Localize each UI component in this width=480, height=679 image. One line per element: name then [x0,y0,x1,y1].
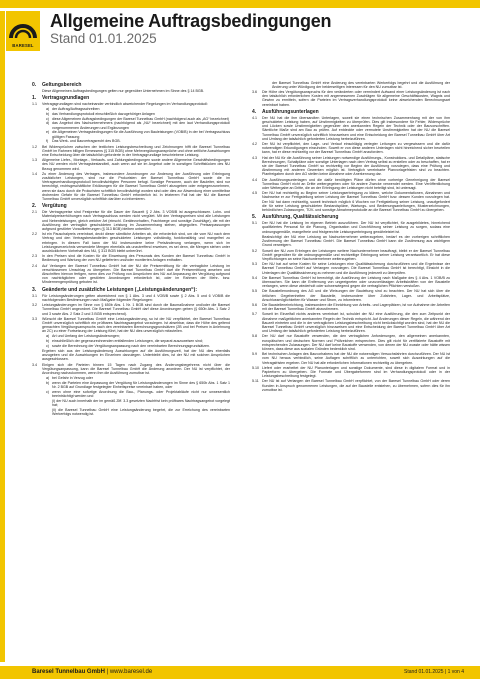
clause-number: 3.3 [32,316,37,321]
clause-number: 2.3 [32,254,37,259]
list-item-label: a) [46,334,50,339]
list-item [32,130,230,138]
list-item-text: das Angebot des Nachunternehmers (nachfolgend als „NU“ bezeichnet) mit den laut Verhandlungsprotokoll vorgenommenen Änderungen und Ergänzungen [52,121,230,130]
list-item [32,399,230,407]
list-item-label: b) [46,338,50,343]
clause-text: Der NU hat rechtzeitig zu Beginn seiner Leistungserbringung zu klären, welche Dokumentationen, Abnahmen und Nachweise er zur Fertigstellung seiner Leistung der Baresel Tunnelbau GmbH bzw. dessen Kunden vorzulegen hat. Der NU hat dann rechtzeitig, soweit technisch möglich 6 Wochen vor Fertigstellung seiner Leistung, unaufgefordert die für seine Leistung geschuldeten Bestandspläne, Wartungs- und Bedienungsanleitungen, Musterzeichnungen, behördlichen Zulassungen, TÜV- und sonstige Abnahmeprotokolle an die Baresel Tunnelbau GmbH zu übergeben. [262,191,450,213]
list-item-text: sowie die Berechnung der Vergütungsanpassung nach den vereinbarten Berechnungsgrundsätzen. [52,343,211,348]
clause-number: 1.3 [32,158,37,163]
list-item-text: Art und Umfang der Leistungsänderungen; [52,334,120,339]
clause-text: Der NU hat die Leistung im eigenen Betrieb auszuführen. Der NU ist verpflichtet, für ausgebildetes, hinreichend qualifiziertes Personal für die Planung, Organisation und Durchführung seiner Leistung zu sorgen, sodass eine ordnungsgemäße, mangelfreie und fristgerechte Leistungserbringung gewährleistet ist. [262,221,450,234]
clause-paragraph [32,254,230,262]
clause-number: 4.2 [252,142,257,147]
clause-number: 4.4 [252,177,257,182]
list-item [32,339,230,343]
list-item [32,381,230,389]
clause-text: Hat der NU für die Ausführung seiner Leistungen notwendige Ausführungs-, Konstruktions- und Detailpläne, statische Berechnungen, Schaltpläne oder sonstige Unterlagen nach dem Vertrag selbst zu erstellen oder zu beschaffen, hat er sie der Baresel Tunnelbau GmbH so rechtzeitig vor Beginn der Ausführung vorzulegen, dass eine Prüfung und Abstimmung mit anderen Gewerken möglich ist. Vertraglich vereinbarte Planvorlagefristen sind zu beachten. Planfreigaben durch den AG stellen keine Abnahme oder Anerkennung dar. [262,155,450,177]
clause-text: Die Baustellenordnung des AG und die Weisungen der Bauleitung sind zu beachten. Der NU hat sich über die örtlichen Gegebenheiten der Baustelle, insbesondere über Zufahrten, Lager- und Arbeitsplätze, Anschlussmöglichkeiten für Wasser und Strom, zu informieren. [262,289,450,302]
footer-company-name: Baresel Tunnelbau GmbH [32,669,105,675]
list-item [32,376,230,380]
clause-text: Der NU ist auf Verlangen der Baresel Tunnelbau GmbH verpflichtet, von der Baresel Tunnelbau GmbH oder deren Kunden in Anspruch genommenen Leistungen, die auf der Baustelle entstehen, zu übernehmen, sofern dies für ihn zumutbar ist. [262,379,450,392]
list-item-label: e) [46,130,50,135]
clause-paragraph [252,178,450,191]
list-item-text: der Auftrag/Auftragsschreiben [52,107,100,111]
clause-text: Ergeben sich aus der Leistungsänderung Auswirkungen auf die Ausführungszeit, hat der NU dies ebenfalls anzugeben und die Auswirkungen im Einzelnen darzulegen. Unterbleibt dies, ist der NU mit solchen Ansprüchen ausgeschlossen. [42,348,230,362]
top-brand-bar [0,0,480,8]
list-item-text: die Allgemeinen Vertragsbedingungen für die Ausführung von Bauleistungen (VOB/B) in der bei Vertragsschluss gültigen Fassung [52,130,230,139]
clause-paragraph [252,156,450,177]
section-number: 3. [32,286,37,293]
section-number: 5. [252,214,257,221]
clause-paragraph [252,303,450,311]
list-item-text: der Baresel Tunnelbau GmbH eine Änderung des vereinbarten Werkerfolgs begehrt und die Ausführung der Änderung unter Würdigung der beiderseitigen Interessen für den NU zumutbar ist. [272,80,450,89]
footer-bar [0,666,480,679]
clause-number: 1.1 [32,102,37,107]
clause-text: Soweit der NU zum Erbringen der Leistungen weitere Nachunternehmer beauftragt, bleibt er der Baresel Tunnelbau GmbH gegenüber für die ordnungsgemäße und rechtzeitige Erbringung seiner Leistung verantwortlich. Er hat diese Verpflichtungen an seine Nachunternehmer weiterzugeben. [262,248,450,261]
clause-paragraph [252,366,450,379]
section-heading [252,214,450,220]
clause-text: Einigen sich die Parteien binnen 15 Tagen nach Zugang des Änderungsbegehrens nicht über die Vergütungsanpassung, kann die Baresel Tunnelbau GmbH die Änderung anordnen. Der NU ist verpflichtet, der Anordnung nachzukommen, wenn ihm die Ausführung zumutbar ist. [42,362,230,375]
list-item [32,408,230,416]
list-item-label: c) [46,343,49,348]
clause-number: 1.2 [32,144,37,149]
section-heading [252,109,450,115]
clause-paragraph [32,349,230,362]
section-title: Geänderte und zusätzliche Leistungen („Leistungsänderungen“): [42,286,198,293]
section-number: 2. [32,203,37,210]
clause-text: Der NU darf nur Baustoffe verwenden, die den vertraglichen Anforderungen, den allgemeinen anerkannten, europäischen und deutschen Normen und Prüfzeichen entsprechen. Dies gilt nicht für zertifizierte Baustoffe mit entsprechenden Zulassungen. Der NU darf keine Baustoffe verwenden, von denen der NU wusste oder hätte wissen können, dass diese aus sozialen Gründen bedenklich sind. [262,334,450,351]
clause-number: 2.1 [32,210,37,215]
company-logo [6,11,40,51]
clause-number: 3.1 [32,293,37,298]
clause-paragraph [252,379,450,392]
section-title: Ausführung, Qualitätssicherung [262,214,339,221]
list-item-label: d) [46,121,50,126]
clause-text: Leistungsänderungen im Sinne von § 650b Abs. 1 Nr. 1 BGB sind durch die Baumaßnahme und/oder die Baresel Tunnelbau GmbH angeordnet. Die Baresel Tunnelbau GmbH darf diese Anordnungen geben (§ 650b Abs. 1 Satz 2 und 3 sowie Abs. 2 Satz 2 und 3 BGB entsprechend). [42,303,230,316]
clause-number: 5.3 [252,262,257,267]
footer-company [32,669,152,675]
page-subtitle: Stand 01.01.2025 [50,31,157,46]
page-title: Allgemeine Auftragsbedingungen [50,11,332,31]
list-item [32,334,230,338]
clause-number: 5.7 [252,312,257,317]
left-text-column [32,80,230,650]
footer-separator: | [106,669,109,675]
list-item-label: c) [46,389,49,394]
clause-paragraph [32,264,230,285]
clause-paragraph [252,142,450,155]
clause-number: 5.11 [252,379,259,384]
clause-paragraph [32,210,230,231]
clause-text: Der NU hat auf seine Kosten für seine Leistungen eine Qualitätssicherung durchzuführen und die Ergebnisse der Baresel Tunnelbau GmbH auf Verlangen vorzulegen. Die Baresel Tunnelbau GmbH ist berechtigt, Einsicht in die Unterlagen der Qualitätssicherung zu nehmen und die Ausführung jederzeit zu überprüfen. [262,262,450,275]
clause-number: 5.1 [252,221,257,226]
clause-paragraph [32,158,230,171]
list-item-text: das Verhandlungsprotokoll einschließlich dazugehöriger Anlagen [52,111,155,116]
section-heading [32,203,230,209]
list-item-label: a) [46,107,50,111]
clause-number: 5.9 [252,352,257,357]
list-item-text: (ii) die Baresel Tunnelbau GmbH eine Leistungsänderung begehrt, die zur Erreichung des vereinbarten Werkerfolgs notwendig ist. [52,407,230,416]
clause-number: 3.4 [32,362,37,367]
list-item [32,390,230,398]
right-text-column [252,80,450,650]
section-title: Ausführungsunterlagen [262,108,319,115]
list-item-label: f) [46,139,49,144]
section-heading [32,95,230,101]
clause-text: Liefert oder erarbeitet der NU Planunterlagen und sonstige Dokumente, sind diese in digitalem Format und in Papierform zu übergeben. Die Formate und Übergabeformen sind im Verhandlungsprotokoll oder in der Leistungsbeschreibung festgelegt. [262,365,450,379]
clause-text: Ist ein Pauschalpreis vereinbart, deckt dieser sämtliche Arbeiten ab, die erforderlich sind, um die vom NU nach dem Vertrag und den Vertragsbestandteilen geschuldeten Leistungen vollständig, funktionsfähig und mangelfrei zu erbringen. In diesem Fall kann der NU insbesondere keine Preisänderung verlangen, wenn sich im Leistungsverzeichnis verwendete Mengen ebenfalls als unzutreffend erweisen, es sei denn, die Mengen stehen unter ausdrücklichem Vorbehalt des NU, § 313 BGB bleibt unberührt. [42,232,230,254]
clause-text: In den Preisen sind die Kosten für die Einweisung des Personals des Kunden der Baresel Tunnelbau GmbH in Bedienung und Wartung der vom NU gelieferten und/oder montierten Anlagen enthalten. [42,254,230,263]
clause-text: Die Ausführungsunterlagen und die dafür benötigten Pläne dürfen ohne vorherige Genehmigung der Baresel Tunnelbau GmbH nicht an Dritte weitergegeben oder für andere Zwecke verwendet werden. Eine Veröffentlichung oder Weitergabe an Dritte, die an der Erbringung der Leistungen nicht beteiligt sind, ist untersagt. [262,177,450,191]
clause-number [32,349,42,362]
clause-number: 5.4 [252,275,257,280]
list-item [32,121,230,129]
list-item [32,344,230,348]
clause-text: Die Vertragspreise sind Festpreise für die Dauer der Bauzeit § 2 Abs. 3 VOB/B ist ausgeschlossen. Lohn- und Materialpreiserhöhungen nach Vertragsschluss werden nicht vergütet. Mit den Vertragspreisen sind alle Leistungen und Nebenleistungen, gleich welcher Art (einschl. Gerätevorhalten, Frachtwege und sonstige Zuschläge), die mit der Ausführung der vertraglich geschuldeten Leistung im Zusammenhang stehen, abgegolten. Preisanpassungen aufgrund gestörter Vorauflieferungen (§ 313 BGB) bleiben unberührt. [42,210,230,232]
clause-paragraph [252,352,450,365]
clause-number: 4.1 [252,115,257,120]
clause-number: 5.6 [252,302,257,307]
list-item-text: bei Gefahr in Verzug oder [52,375,93,380]
section-title: Vergütung [42,203,67,210]
clause-paragraph [252,191,450,212]
logo-text: BARESEL [12,43,34,48]
clause-number: 2.4 [32,263,37,268]
clause-paragraph [32,145,230,158]
clause-number: 1.4 [32,171,37,176]
list-item-text: (i) der NU auch innerhalb der im gemäß Ziff. 3.3 gesetzten Nachfrist kein prüfbares Nachtragsangebot vorgelegt hat; [52,398,230,407]
clause-paragraph [252,249,450,262]
logo-tunnel-icon [6,11,40,41]
clause-text: Der NU hat die ihm übersandten Unterlagen, soweit sie einen technischen Zusammenhang mit der von ihm geschuldeten Leistung haben, auf Unstimmigkeiten zu überprüfen. Dies gilt insbesondere für Fehler, Widersprüche und Lücken sowie Unstimmigkeiten gegenüber den anerkannten Regeln der Technik oder der Bauvorschriften. Sämtliche Maße sind am Bau zu prüfen. Auf entdeckte oder vermutete Unstimmigkeiten hat der NU die Baresel Tunnelbau GmbH unverzüglich schriftlich hinzuweisen und eine Entscheidung der Baresel Tunnelbau GmbH über Art und Umfang der tatsächlich geforderten Leistung herbeizuführen. [262,115,450,141]
section-number: 1. [32,95,37,102]
clause-number: 3.2 [32,303,37,308]
left-brand-strip [0,11,5,662]
list-item-text: Das Werk- und Bauvertragsrecht des BGB. [52,139,121,144]
clause-paragraph [252,276,450,289]
clause-paragraph [252,334,450,351]
section-number: 4. [252,108,257,115]
clause-text: Wünscht die Baresel Tunnelbau GmbH eine Leistungsänderung, so ist der NU verpflichtet, der Baresel Tunnelbau GmbH unverzüglich schriftlich ein prüfbares Nachtragsangebot vorzulegen. Ist absehbar, dass die Höhe des geltend gemachten Vergütungsanspruchs nach den vereinbarten Berechnungsgrundsätzen (2B und bei Preisen in Anlehnung an 2C) zu einer Fortsetzung der Leistung führt, hat der NU dies unverzüglich mitzuteilen. [42,316,230,334]
clause-number [32,89,42,93]
clause-text: Soweit im Einzelfall nichts anderes vereinbart ist, schuldet der NU eine Ausführung, die den zum Zeitpunkt der Abnahme maßgeblichen anerkannten Regeln der Technik entspricht. Auf Änderungen dieser Regeln, die während der Bauzeit eintreten und die in der vertraglichen Leistungsbeschreibung nicht berücksichtigt worden sind, hat der NU die Baresel Tunnelbau GmbH unverzüglich hinzuweisen und eine Entscheidung der Baresel Tunnelbau GmbH über Art und Umfang der tatsächlich geforderten Leistung herbeizuführen. [262,312,450,334]
list-item-text: diese Allgemeinen Auftragsbedingungen der Baresel Tunnelbau GmbH (nachfolgend auch als „AG“ bezeichnet) [52,116,230,121]
clause-text: Allgemeine Liefer-, Montage-, Verkaufs- und Zahlungsbedingungen sowie andere Allgemeine Geschäftsbedingungen des NU werden nicht Vertragsbestandteil, auch wenn auf sie im Angebot oder in sonstigen Schriftstücken des NU Bezug genommen wird. [42,158,230,171]
clause-paragraph [32,303,230,316]
list-item-text: einschließlich der gegenzurechnenden entfallenden Leistungen, die separat auszuweisen sind; [52,338,203,343]
list-item-label: a) [46,375,50,380]
clause-text: Beabsichtigt der NU eine Leistung an Nachunternehmer weiterzugeben, bedarf es der vorherigen schriftlichen Zustimmung der Baresel Tunnelbau GmbH. Die Baresel Tunnelbau GmbH kann die Zustimmung aus wichtigem Grund verweigern. [262,234,450,248]
footer-page-info: Stand 01.01.2025 | 1 von 4 [404,669,464,675]
clause-paragraph [252,90,450,107]
clause-number: 4.5 [252,191,257,196]
clause-text: Die Baresel Tunnelbau GmbH ist berechtigt, die Ausführung der Leistung nach Maßgabe des § 4 Abs. 1 VOB/B zu überwachen. Sie kann die Entfernung von ungeeigneten oder unzuverlässigen Arbeitskräften von der Baustelle verlangen, wenn diese wiederholt oder schwerwiegend gegen die vertraglichen Pflichten verstoßen. [262,275,450,289]
clause-text: Der NU ist verpflichtet, den Lage- und Verlauf einschlägig verlegter Leitungen zu vergewissern und die dafür notwendigen Erkundigungen einzuholen. Soweit er von diese anderen Unterlagen nicht hinreichend sicher beurteilen kann, hat er diese rechtzeitig vor der Baresel Tunnelbau GmbH anzufordern. [262,142,450,155]
clause-paragraph [32,294,230,302]
clause-number: 5.5 [252,289,257,294]
footer-website-link[interactable]: www.baresel.de [109,669,153,675]
clause-text: Die Baustelleneinrichtung, insbesondere die Einrichtung von Arbeits- und Lagerplätzen, ist vor Aufnahme der Arbeiten mit der Baresel Tunnelbau GmbH abzustimmen. [262,302,450,312]
clause-text: Zu einer Änderung des Vertrages, insbesondere Anordnungen zur Änderung der Ausführung oder Erbringung zusätzlicher Leistungen, sind nur die Prokuristen der Baresel Tunnelbau GmbH sowie die im Vertragsverhandlungsprotokoll bevollmächtigten Personen befugt. Sonstige Personen, auch der Bauleiter, sind nur berechtigt, rechtsgeschäftliche Erklärungen für die Baresel Tunnelbau GmbH abzugeben oder entgegenzunehmen, wenn sie dazu durch die Prokuristen schriftlich bevollmächtigt worden sind oder dies zur Abwendung einer unmittelbar drohenden Gefahr für die Baresel Tunnelbau GmbH erforderlich ist. In letzterem Fall hat der NU die Baresel Tunnelbau GmbH unverzüglich schriftlich darüber zu informieren. [42,171,230,202]
clause-paragraph [32,232,230,253]
clause-number: 5.2 [252,248,257,253]
clause-number: 4.3 [252,155,257,160]
clause-text: Bei Widersprüchen zwischen der textlichen Leistungsbeschreibung und Zeichnungen hifft die Baresel Tunnelbau GmbH im Rahmen billigen Ermessens (§ 315 BGB) ohne Mehrvergütungsansprüche und ohne zeitliche Auswirkungen eine Entscheidung über die tatsächlich geforderte in der Vertragsgrundlage beschriebene Leistung. [42,144,230,157]
list-item-text: wenn ohne eine sofortige Anordnung die Bau-, Planungs- oder Projektabläufe nicht nur unwesentlich beeinträchtigt werden und [52,389,230,398]
clause-paragraph [32,89,230,93]
clause-paragraph [252,312,450,333]
list-item-text: wenn die Parteien eine Anpassung der Vergütung für Leistungsänderungen im Sinne des § 650b Abs. 1 Satz 1 Nr. 2 BGB auf Grundlage festgelegter Einheitspreise vereinbart haben, oder [52,380,230,389]
list-item [32,107,230,111]
section-heading [32,287,230,293]
clause-paragraph [252,116,450,141]
clause-text: Vertragsgrundlagen sind nacheinander verbindlich abweichender Regelungen im Verhandlungsprotokoll: [42,102,209,107]
clause-paragraph [252,235,450,248]
clause-text: Bei technischen Anlagen des Bauvorhabens hat der NU die notwendigen Versuchsfahrten durchzuführen. Der NU ist vom NU heraus verbindlich, seine Auflagen schriftlich zu unterrichten, soweit sich Auswirkungen auf die Vertragsfristen ergeben. Der NU hat alle erforderlichen Informationen rechtzeitig zu übergeben. [262,352,450,365]
list-item [252,81,450,89]
list-item-label: c) [46,116,49,121]
list-item [32,139,230,143]
list-item-label: b) [46,380,50,385]
clause-paragraph [252,221,450,234]
section-number: 0. [32,82,37,88]
clause-number [252,235,262,248]
clause-text: Die Höhe des Vergütungsanspruchs für den veränderten oder vermindert Aufwand einer Leistungsänderung ist nach den tatsächlich erforderlichen Kosten mit angemessenen Zuschlägen für allgemeine Geschäftskosten, Wagnis und Gewinn zu ermitteln, sofern die Parteien im Vertragsverhandlungsprotokoll keine abweichenden Berechnungsart vereinbart haben. [262,90,450,107]
clause-text: Auf Verlangen der Baresel Tunnelbau GmbH hat der NU die Preisermittlung für die vertragliche Leistung im verschlossenen Umschlag zu übergeben. Die Baresel Tunnelbau GmbH darf die Preisermittlung ansehen und Abschriften hiervon fertigen, wenn dies zur Prüfung von Ansprüchen des NU auf Anpassung der Vergütung aufgrund von nachträglichen oder gestörten Anordnungen erforderlich ist, oder im Rahmen der Mehr- bzw. Mindermengenprüfung geboten ist. [42,263,230,285]
clause-number: 5.8 [252,334,257,339]
clause-paragraph [32,363,230,376]
section-title: Geltungsbereich [42,82,82,88]
clause-text: Für Leistungsänderungen gelten abweichend von § 1 Abs. 3 und 4 VOB/B sowie § 2 Abs. 5 und 6 VOB/B die nachfolgenden Bestimmungen nach Maßgabe folgender Regelungen: [42,293,230,302]
section-title: Vertragsgrundlagen [42,95,90,102]
section-heading [32,82,230,88]
clause-paragraph [32,102,230,106]
list-item-label: b) [46,111,50,116]
clause-number: 5.10 [252,365,259,370]
clause-paragraph [252,262,450,275]
clause-paragraph [32,317,230,334]
clause-paragraph [252,289,450,302]
clause-text: Diese Allgemeinen Auftragsbedingungen gelten nur gegenüber Unternehmen im Sinne des § 14 BGB. [42,89,205,93]
list-item [32,117,230,121]
clause-number: 3.6 [252,90,257,94]
clause-paragraph [32,172,230,201]
list-item [32,112,230,116]
clause-number: 2.2 [32,232,37,237]
